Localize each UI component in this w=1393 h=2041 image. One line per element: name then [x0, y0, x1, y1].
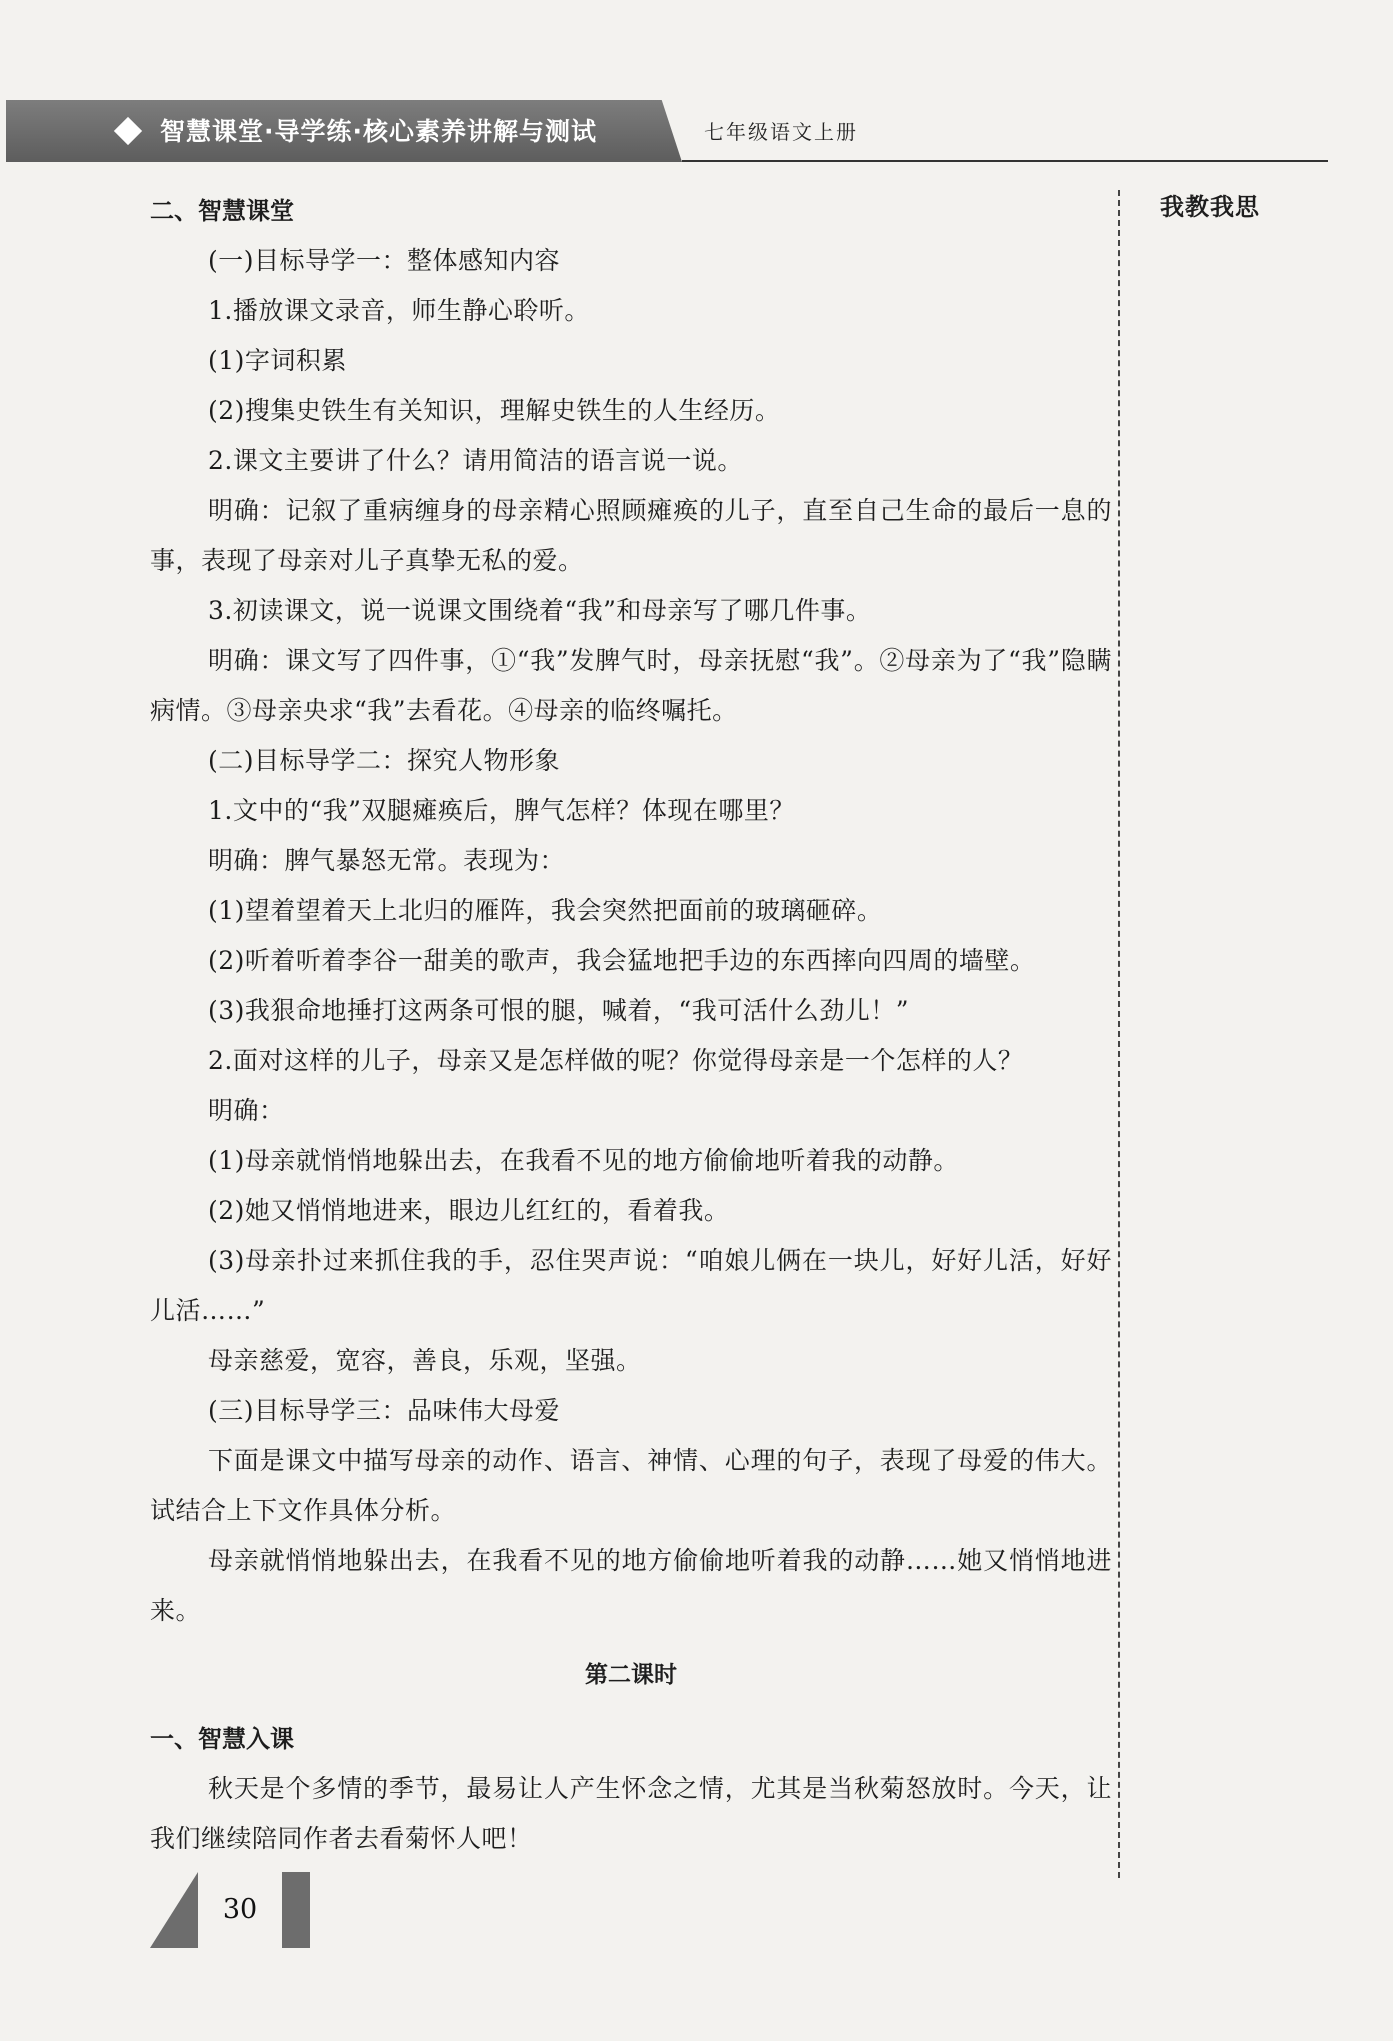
sub-item: (3)我狠命地捶打这两条可恨的腿，喊着，“我可活什么劲儿！” — [208, 996, 909, 1025]
question: 2.面对这样的儿子，母亲又是怎样做的呢？你觉得母亲是一个怎样的人？ — [208, 1046, 1024, 1075]
answer: 明确：记叙了重病缠身的母亲精心照顾瘫痪的儿子，直至自己生命的最后一息的事，表现了母亲对儿子真挚无私的爱。 — [150, 496, 1112, 575]
sub-item: (2)她又悄悄地进来，眼边儿红红的，看着我。 — [208, 1196, 730, 1225]
sub-item: (1)望着望着天上北归的雁阵，我会突然把面前的玻璃砸碎。 — [208, 896, 883, 925]
sub-item: (2)搜集史铁生有关知识，理解史铁生的人生经历。 — [208, 396, 781, 425]
sidebar-title: 我教我思 — [1160, 193, 1260, 221]
footer-bar — [282, 1872, 310, 1948]
goal-heading: (一)目标导学一：整体感知内容 — [208, 246, 561, 275]
answer: 明确：脾气暴怒无常。表现为： — [208, 846, 566, 875]
answer: 明确： — [208, 1096, 285, 1125]
description: 下面是课文中描写母亲的动作、语言、神情、心理的句子，表现了母爱的伟大。试结合上下文作具体分析。 — [150, 1446, 1112, 1525]
question: 1.文中的“我”双腿瘫痪后，脾气怎样？体现在哪里？ — [208, 796, 795, 825]
section-heading: 一、智慧入课 — [150, 1725, 294, 1753]
goal-heading: (三)目标导学三：品味伟大母爱 — [208, 1396, 561, 1425]
page-number: 30 — [198, 1872, 282, 1948]
lesson-heading: 第二课时 — [585, 1662, 677, 1688]
answer: 明确：课文写了四件事，①“我”发脾气时，母亲抚慰“我”。②母亲为了“我”隐瞒病情。③母亲央求“我”去看花。④母亲的临终嘱托。 — [150, 646, 1112, 725]
question: 3.初读课文，说一说课文围绕着“我”和母亲写了哪几件事。 — [208, 596, 872, 625]
section-heading: 二、智慧课堂 — [150, 197, 294, 225]
main-content — [150, 186, 1112, 1864]
sidebar-divider — [1118, 190, 1120, 1878]
quote: 母亲就悄悄地躲出去，在我看不见的地方偷偷地听着我的动静……她又悄悄地进来。 — [150, 1546, 1112, 1625]
question: 1.播放课文录音，师生静心聆听。 — [208, 296, 590, 325]
goal-heading: (二)目标导学二：探究人物形象 — [208, 746, 561, 775]
question: 2.课文主要讲了什么？请用简洁的语言说一说。 — [208, 446, 743, 475]
header-rule — [682, 160, 1328, 162]
intro-text: 秋天是个多情的季节，最易让人产生怀念之情，尤其是当秋菊怒放时。今天，让我们继续陪同作者去看菊怀人吧！ — [150, 1774, 1112, 1853]
sub-item: (1)字词积累 — [208, 346, 347, 375]
summary: 母亲慈爱，宽容，善良，乐观，坚强。 — [208, 1346, 642, 1375]
footer-triangle — [150, 1872, 198, 1948]
header-grade: 七年级语文上册 — [704, 120, 858, 144]
sub-item: (2)听着听着李谷一甜美的歌声，我会猛地把手边的东西摔向四周的墙壁。 — [208, 946, 1036, 975]
header-title: 智慧课堂·导学练·核心素养讲解与测试 — [160, 117, 597, 146]
sub-item: (3)母亲扑过来抓住我的手，忍住哭声说：“咱娘儿俩在一块儿，好好儿活，好好儿活……” — [150, 1246, 1112, 1325]
sub-item: (1)母亲就悄悄地躲出去，在我看不见的地方偷偷地听着我的动静。 — [208, 1146, 959, 1175]
